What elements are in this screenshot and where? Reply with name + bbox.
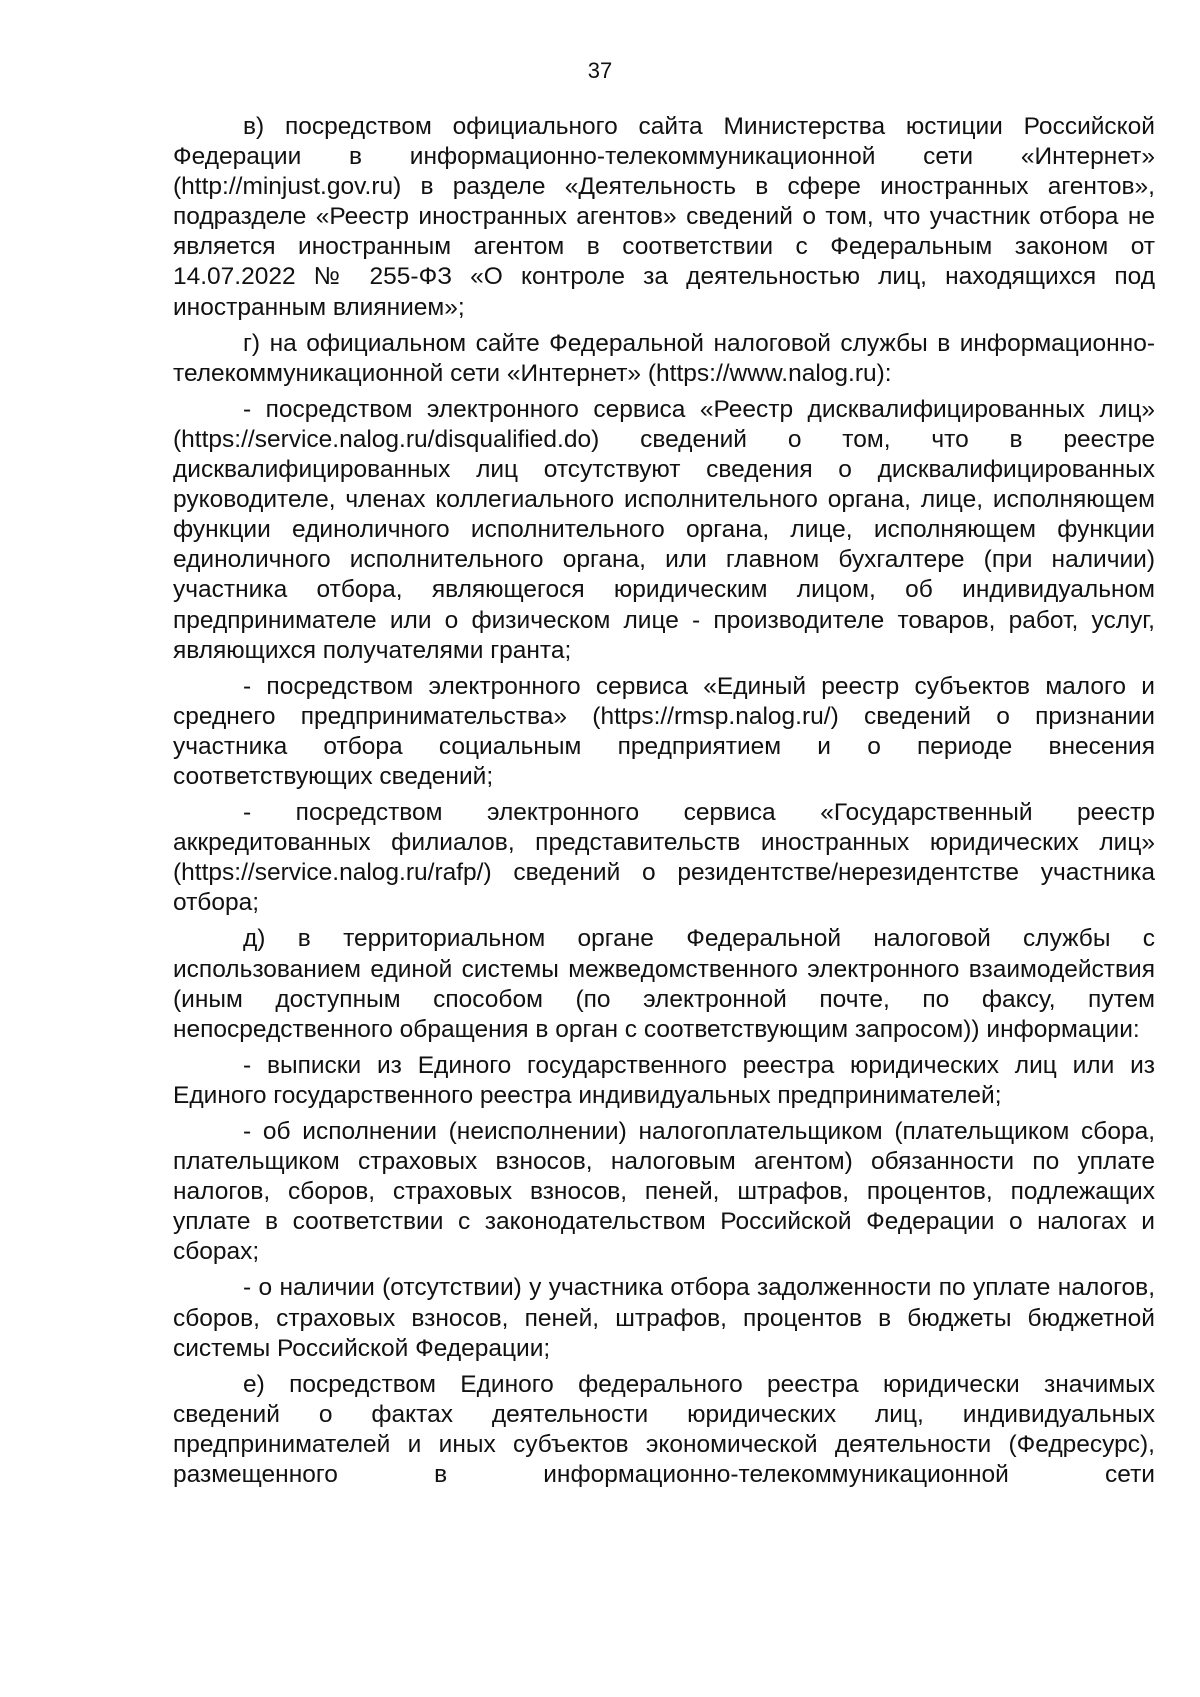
list-item-sme-registry: - посредством электронного сервиса «Единый реестр субъектов малого и среднего предпринимательства» (https://rmsp.nalog.ru/) сведений о признании участника отбора социальным предприятием и о периоде внесения соответствующих сведений; — [173, 672, 1155, 790]
paragraph-d: д) в территориальном органе Федеральной налоговой службы с использованием единой системы межведомственного электронного взаимодействия (иным доступным способом (по электронной почте, по факсу, путем непосредственного обращения в орган с соответствующим запросом)) информации: — [173, 925, 1155, 1043]
page-number: 37 — [587, 58, 613, 83]
list-item-egrul-extract: - выписки из Единого государственного реестра юридических лиц или из Единого государственного реестра индивидуальных предпринимателей; — [173, 1051, 1155, 1109]
paragraph-g: г) на официальном сайте Федеральной налоговой службы в информационно-телекоммуникационной сети «Интернет» (https://www.nalog.ru): — [173, 329, 1155, 387]
list-item-tax-obligations: - об исполнении (неисполнении) налогоплательщиком (плательщиком сбора, плательщиком страховых взносов, налоговым агентом) обязанности по уплате налогов, сборов, страховых взносов, пеней, штрафов, процентов, подлежащих уплате в соответствии с законодательством Российской Федерации о налогах и сборах; — [173, 1118, 1155, 1266]
paragraph-v: в) посредством официального сайта Министерства юстиции Российской Федерации в информационно-телекоммуникационной сети «Интернет» (http://minjust.gov.ru) в разделе «Деятельность в сфере иностранных агентов», подразделе «Реестр иностранных агентов» сведений о том, что участник отбора не является иностранным агентом в соответствии с Федеральным законом от 14.07.2022 № 255-ФЗ «О контроле за деятельностью лиц, находящихся под иностранным влиянием»; — [173, 113, 1155, 321]
paragraph-e: е) посредством Единого федерального реестра юридически значимых сведений о фактах деятельности юридических лиц, индивидуальных предпринимателей и иных субъектов экономической деятельности (Федресурс), размещенного в информационно-телекоммуникационной сети — [173, 1370, 1155, 1489]
list-item-tax-debt: - о наличии (отсутствии) у участника отбора задолженности по уплате налогов, сборов, страховых взносов, пеней, штрафов, процентов в бюджеты бюджетной системы Российской Федерации; — [173, 1274, 1155, 1362]
list-item-disqualified-registry: - посредством электронного сервиса «Реестр дисквалифицированных лиц» (https://service.nalog.ru/disqualified.do) сведений о том, что в реестре дисквалифицированных лиц отсутствуют сведения о дисквалифицированных руководителе, членах коллегиального исполнительного органа, лице, исполняющем функции единоличного исполнительного органа, лице, исполняющем функции единоличного исполнительного органа, или главном бухгалтере (при наличии) участника отбора, являющегося юридическим лицом, об индивидуальном предпринимателе или о физическом лице - производителе товаров, работ, услуг, являющихся получателями гранта; — [173, 395, 1155, 664]
list-item-accredited-branches-registry: - посредством электронного сервиса «Государственный реестр аккредитованных филиалов, представительств иностранных юридических лиц» (https://service.nalog.ru/rafp/) сведений о резидентстве/нерезидентстве участника отбора; — [173, 799, 1155, 917]
document-body — [173, 112, 1155, 1490]
